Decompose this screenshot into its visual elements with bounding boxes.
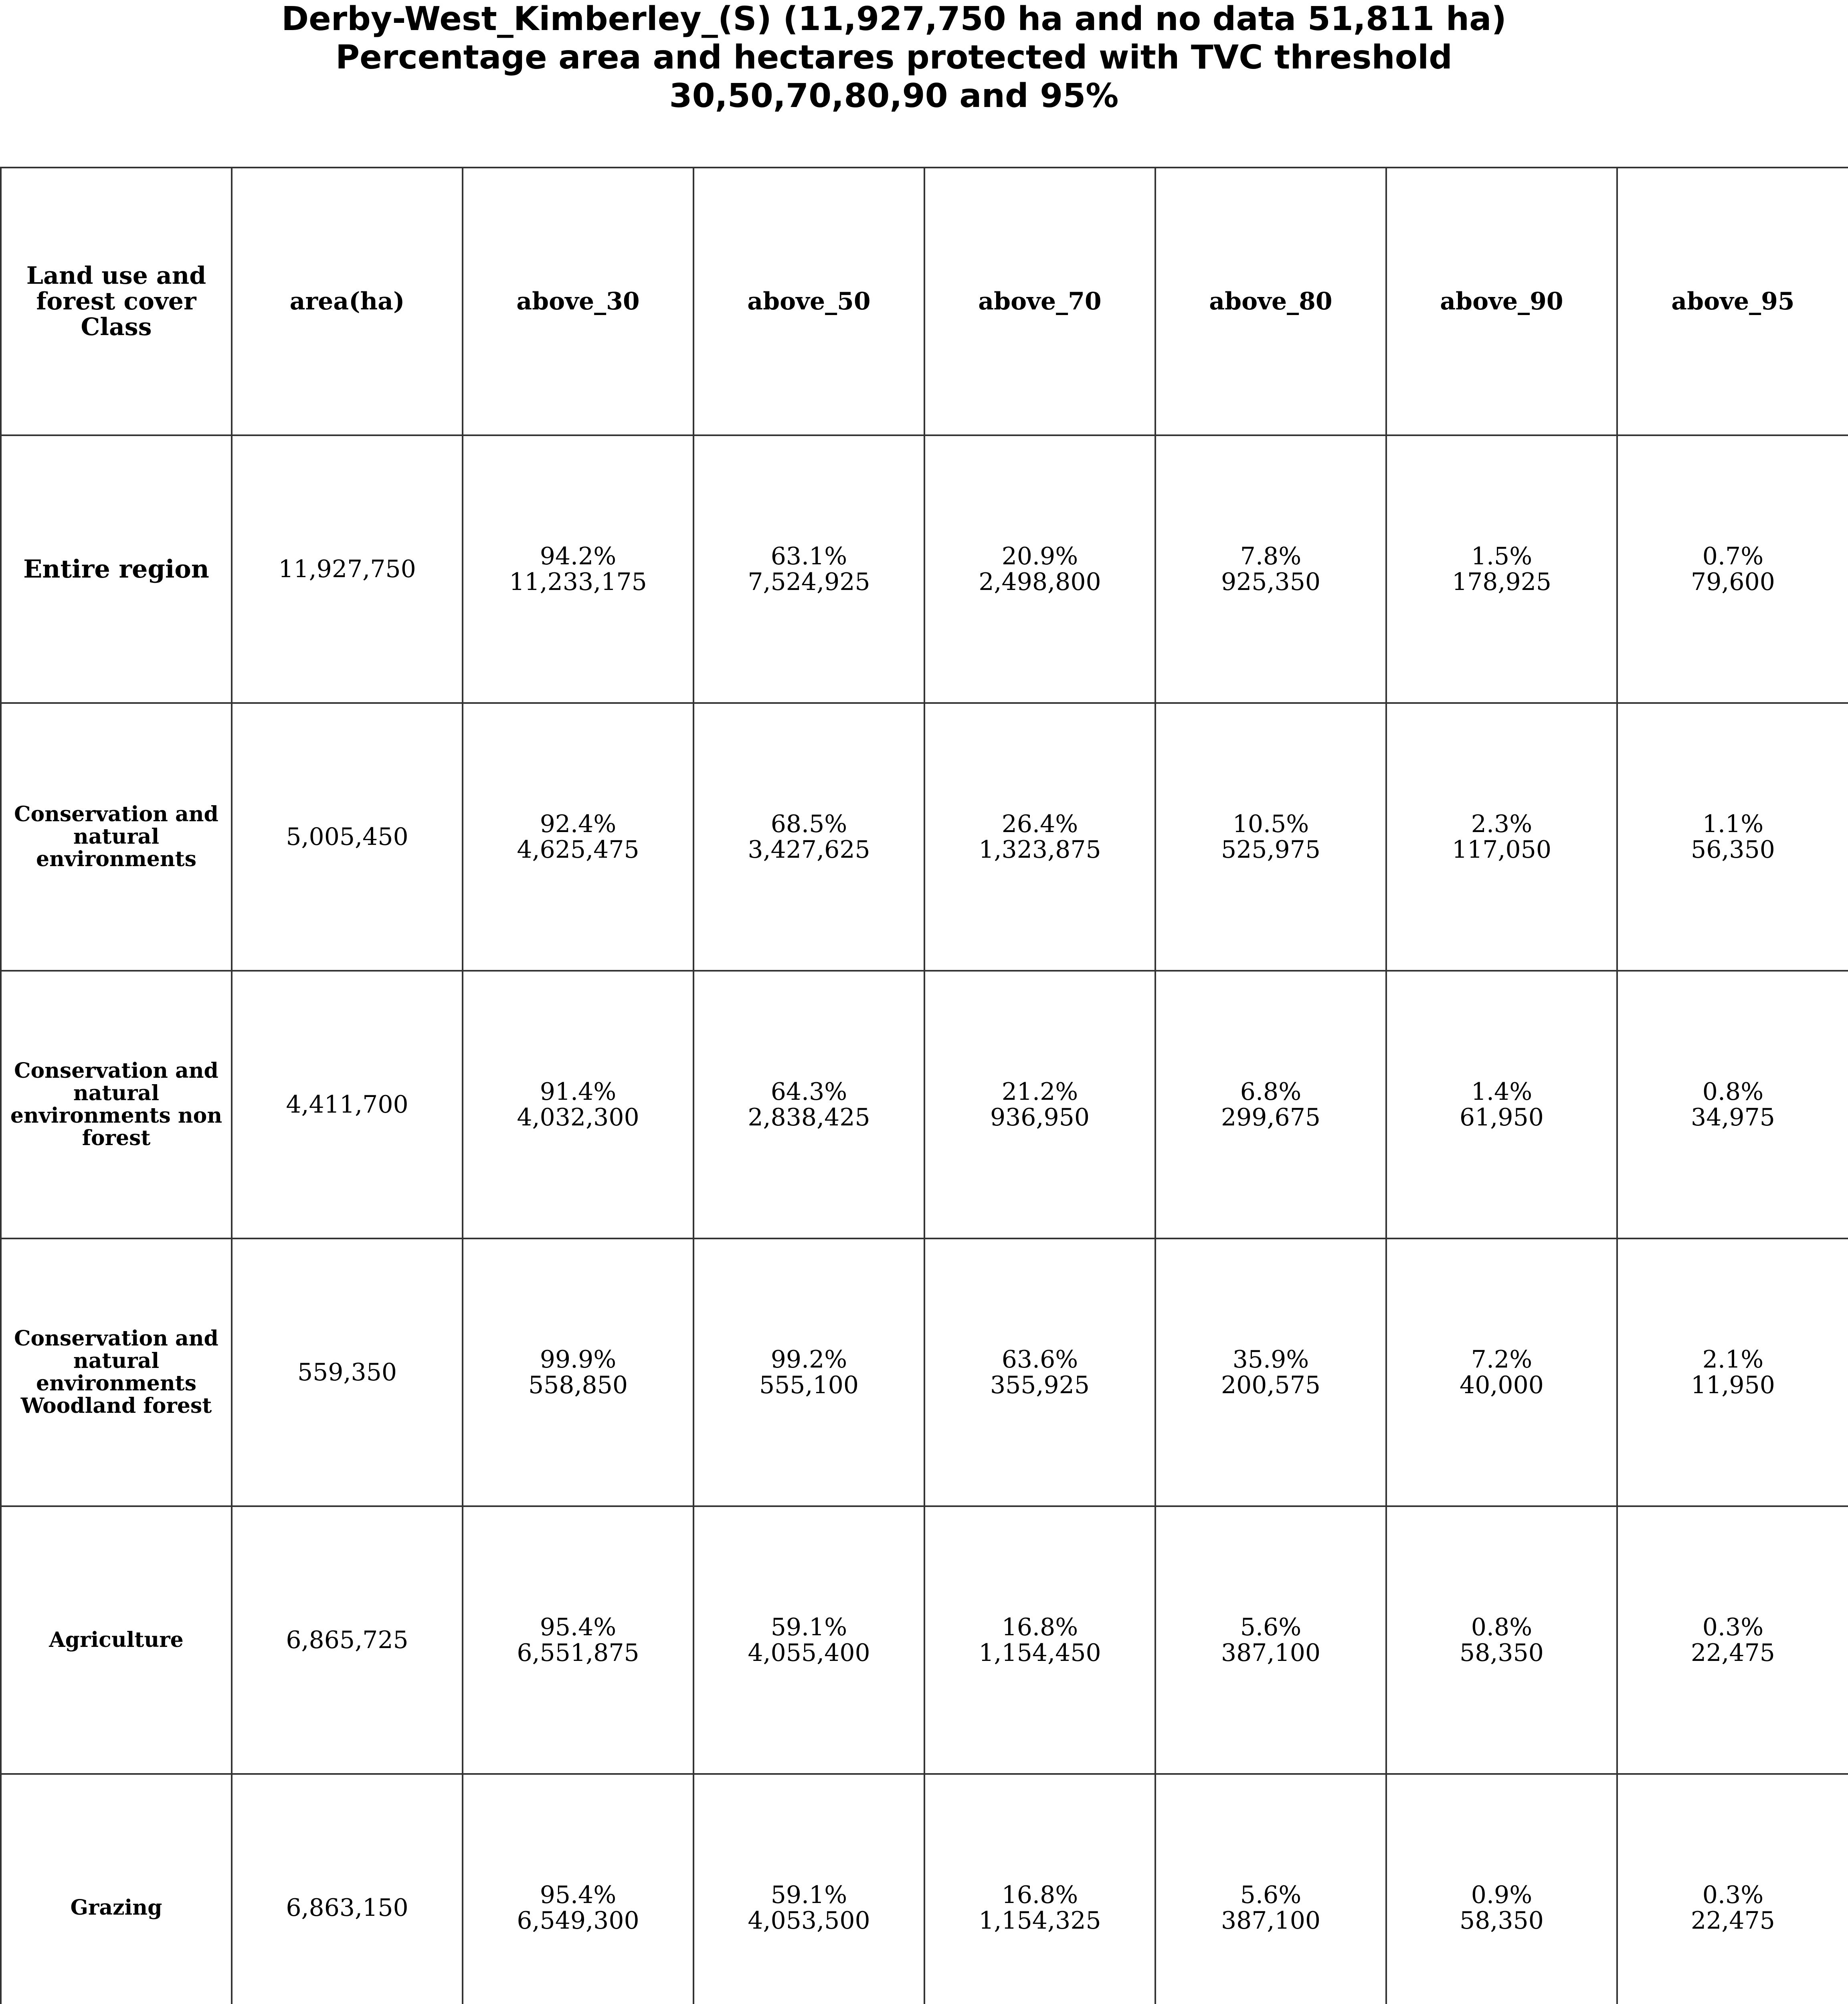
cell-pct: 0.3% <box>1702 1881 1764 1909</box>
cell-above-50 <box>694 1774 924 2004</box>
cell-ha: 58,350 <box>1460 1907 1544 1935</box>
cell-above-50 <box>694 703 924 971</box>
table-row <box>1 703 1848 971</box>
cell-above-70 <box>924 971 1155 1238</box>
cell-above-30 <box>463 1774 694 2004</box>
cell-pct: 10.5% <box>1232 810 1309 838</box>
cell-pct: 5.6% <box>1240 1881 1302 1909</box>
cell-pct: 63.6% <box>1001 1345 1078 1374</box>
cell-pct: 20.9% <box>1001 542 1078 570</box>
row-class: Conservation and natural environments <box>1 703 232 971</box>
cell-above-95 <box>1617 1238 1848 1506</box>
table-row <box>1 435 1848 703</box>
header-above-30: above_30 <box>463 168 694 435</box>
cell-ha: 387,100 <box>1221 1639 1321 1667</box>
table-row <box>1 1238 1848 1506</box>
cell-ha: 178,925 <box>1452 568 1552 596</box>
cell-pct: 0.3% <box>1702 1613 1764 1641</box>
row-class: Conservation and natural environments non forest <box>1 971 232 1238</box>
table-row <box>1 971 1848 1238</box>
row-area: 11,927,750 <box>232 435 463 703</box>
cell-ha: 40,000 <box>1460 1371 1544 1399</box>
cell-ha: 79,600 <box>1691 568 1775 596</box>
cell-above-90 <box>1386 1506 1617 1774</box>
cell-pct: 95.4% <box>540 1881 617 1909</box>
cell-pct: 59.1% <box>770 1613 847 1641</box>
cell-above-90 <box>1386 971 1617 1238</box>
cell-ha: 558,850 <box>528 1371 628 1399</box>
cell-above-70 <box>924 1506 1155 1774</box>
table-row <box>1 1506 1848 1774</box>
cell-above-70 <box>924 703 1155 971</box>
cell-above-70 <box>924 435 1155 703</box>
cell-pct: 5.6% <box>1240 1613 1302 1641</box>
row-area: 6,865,725 <box>232 1506 463 1774</box>
cell-above-30 <box>463 1506 694 1774</box>
cell-above-80 <box>1155 1774 1386 2004</box>
cell-ha: 555,100 <box>759 1371 859 1399</box>
cell-above-95 <box>1617 435 1848 703</box>
cell-ha: 925,350 <box>1221 568 1321 596</box>
header-above-50: above_50 <box>694 168 924 435</box>
cell-above-70 <box>924 1774 1155 2004</box>
cell-pct: 0.7% <box>1702 542 1764 570</box>
cell-pct: 64.3% <box>770 1078 847 1106</box>
cell-ha: 355,925 <box>990 1371 1090 1399</box>
title-line-1: Derby-West_Kimberley_(S) (11,927,750 ha and no data 51,811 ha) <box>281 0 1506 38</box>
row-class: Grazing <box>1 1774 232 2004</box>
cell-above-30 <box>463 435 694 703</box>
cell-ha: 4,032,300 <box>517 1103 639 1131</box>
cell-pct: 1.5% <box>1471 542 1533 570</box>
cell-ha: 1,323,875 <box>979 836 1101 864</box>
cell-pct: 99.9% <box>540 1345 617 1374</box>
row-area: 5,005,450 <box>232 703 463 971</box>
cell-ha: 3,427,625 <box>748 836 870 864</box>
cell-pct: 35.9% <box>1232 1345 1309 1374</box>
cell-pct: 59.1% <box>770 1881 847 1909</box>
protection-table <box>0 167 1848 2004</box>
cell-above-30 <box>463 703 694 971</box>
page-title <box>0 0 1788 115</box>
cell-above-80 <box>1155 1238 1386 1506</box>
cell-pct: 7.8% <box>1240 542 1302 570</box>
cell-above-95 <box>1617 971 1848 1238</box>
table-row <box>1 1774 1848 2004</box>
cell-ha: 56,350 <box>1691 836 1775 864</box>
cell-ha: 58,350 <box>1460 1639 1544 1667</box>
header-class: Land use and forest cover Class <box>1 168 232 435</box>
cell-ha: 299,675 <box>1221 1103 1321 1131</box>
cell-ha: 387,100 <box>1221 1907 1321 1935</box>
cell-above-95 <box>1617 1774 1848 2004</box>
cell-above-80 <box>1155 435 1386 703</box>
cell-above-70 <box>924 1238 1155 1506</box>
cell-ha: 34,975 <box>1691 1103 1775 1131</box>
cell-ha: 525,975 <box>1221 836 1321 864</box>
cell-pct: 68.5% <box>770 810 847 838</box>
cell-ha: 1,154,450 <box>979 1639 1101 1667</box>
cell-above-90 <box>1386 1774 1617 2004</box>
cell-above-80 <box>1155 971 1386 1238</box>
cell-above-50 <box>694 1238 924 1506</box>
cell-ha: 4,625,475 <box>517 836 639 864</box>
cell-ha: 2,838,425 <box>748 1103 870 1131</box>
cell-ha: 22,475 <box>1691 1907 1775 1935</box>
cell-above-95 <box>1617 703 1848 971</box>
cell-above-30 <box>463 971 694 1238</box>
cell-pct: 1.4% <box>1471 1078 1533 1106</box>
title-line-2: Percentage area and hectares protected with TVC threshold <box>336 38 1452 77</box>
row-area: 4,411,700 <box>232 971 463 1238</box>
cell-pct: 2.3% <box>1471 810 1533 838</box>
cell-ha: 4,053,500 <box>748 1907 870 1935</box>
cell-pct: 26.4% <box>1001 810 1078 838</box>
header-row <box>1 168 1848 435</box>
header-above-95: above_95 <box>1617 168 1848 435</box>
cell-ha: 200,575 <box>1221 1371 1321 1399</box>
cell-pct: 94.2% <box>540 542 617 570</box>
cell-pct: 99.2% <box>770 1345 847 1374</box>
cell-ha: 22,475 <box>1691 1639 1775 1667</box>
row-class: Conservation and natural environments Woodland forest <box>1 1238 232 1506</box>
header-above-90: above_90 <box>1386 168 1617 435</box>
cell-pct: 0.8% <box>1702 1078 1764 1106</box>
cell-above-50 <box>694 1506 924 1774</box>
cell-above-30 <box>463 1238 694 1506</box>
cell-above-50 <box>694 971 924 1238</box>
cell-pct: 63.1% <box>770 542 847 570</box>
cell-ha: 11,950 <box>1691 1371 1775 1399</box>
cell-ha: 61,950 <box>1460 1103 1544 1131</box>
cell-above-50 <box>694 435 924 703</box>
row-area: 559,350 <box>232 1238 463 1506</box>
cell-ha: 2,498,800 <box>979 568 1101 596</box>
cell-above-80 <box>1155 703 1386 971</box>
cell-pct: 91.4% <box>540 1078 617 1106</box>
cell-ha: 117,050 <box>1452 836 1552 864</box>
cell-pct: 0.9% <box>1471 1881 1533 1909</box>
cell-pct: 2.1% <box>1702 1345 1764 1374</box>
cell-pct: 92.4% <box>540 810 617 838</box>
cell-ha: 1,154,325 <box>979 1907 1101 1935</box>
cell-above-90 <box>1386 435 1617 703</box>
cell-ha: 6,549,300 <box>517 1907 639 1935</box>
cell-pct: 16.8% <box>1001 1881 1078 1909</box>
cell-pct: 7.2% <box>1471 1345 1533 1374</box>
header-above-70: above_70 <box>924 168 1155 435</box>
cell-pct: 1.1% <box>1702 810 1764 838</box>
cell-pct: 0.8% <box>1471 1613 1533 1641</box>
cell-above-90 <box>1386 1238 1617 1506</box>
cell-pct: 95.4% <box>540 1613 617 1641</box>
cell-above-90 <box>1386 703 1617 971</box>
cell-pct: 6.8% <box>1240 1078 1302 1106</box>
cell-pct: 21.2% <box>1001 1078 1078 1106</box>
cell-ha: 11,233,175 <box>509 568 647 596</box>
cell-pct: 16.8% <box>1001 1613 1078 1641</box>
row-area: 6,863,150 <box>232 1774 463 2004</box>
cell-ha: 4,055,400 <box>748 1639 870 1667</box>
cell-above-95 <box>1617 1506 1848 1774</box>
cell-above-80 <box>1155 1506 1386 1774</box>
cell-ha: 6,551,875 <box>517 1639 639 1667</box>
header-area: area(ha) <box>232 168 463 435</box>
title-line-3: 30,50,70,80,90 and 95% <box>669 77 1119 115</box>
cell-ha: 936,950 <box>990 1103 1090 1131</box>
header-above-80: above_80 <box>1155 168 1386 435</box>
row-class: Agriculture <box>1 1506 232 1774</box>
cell-ha: 7,524,925 <box>748 568 870 596</box>
row-class: Entire region <box>1 435 232 703</box>
